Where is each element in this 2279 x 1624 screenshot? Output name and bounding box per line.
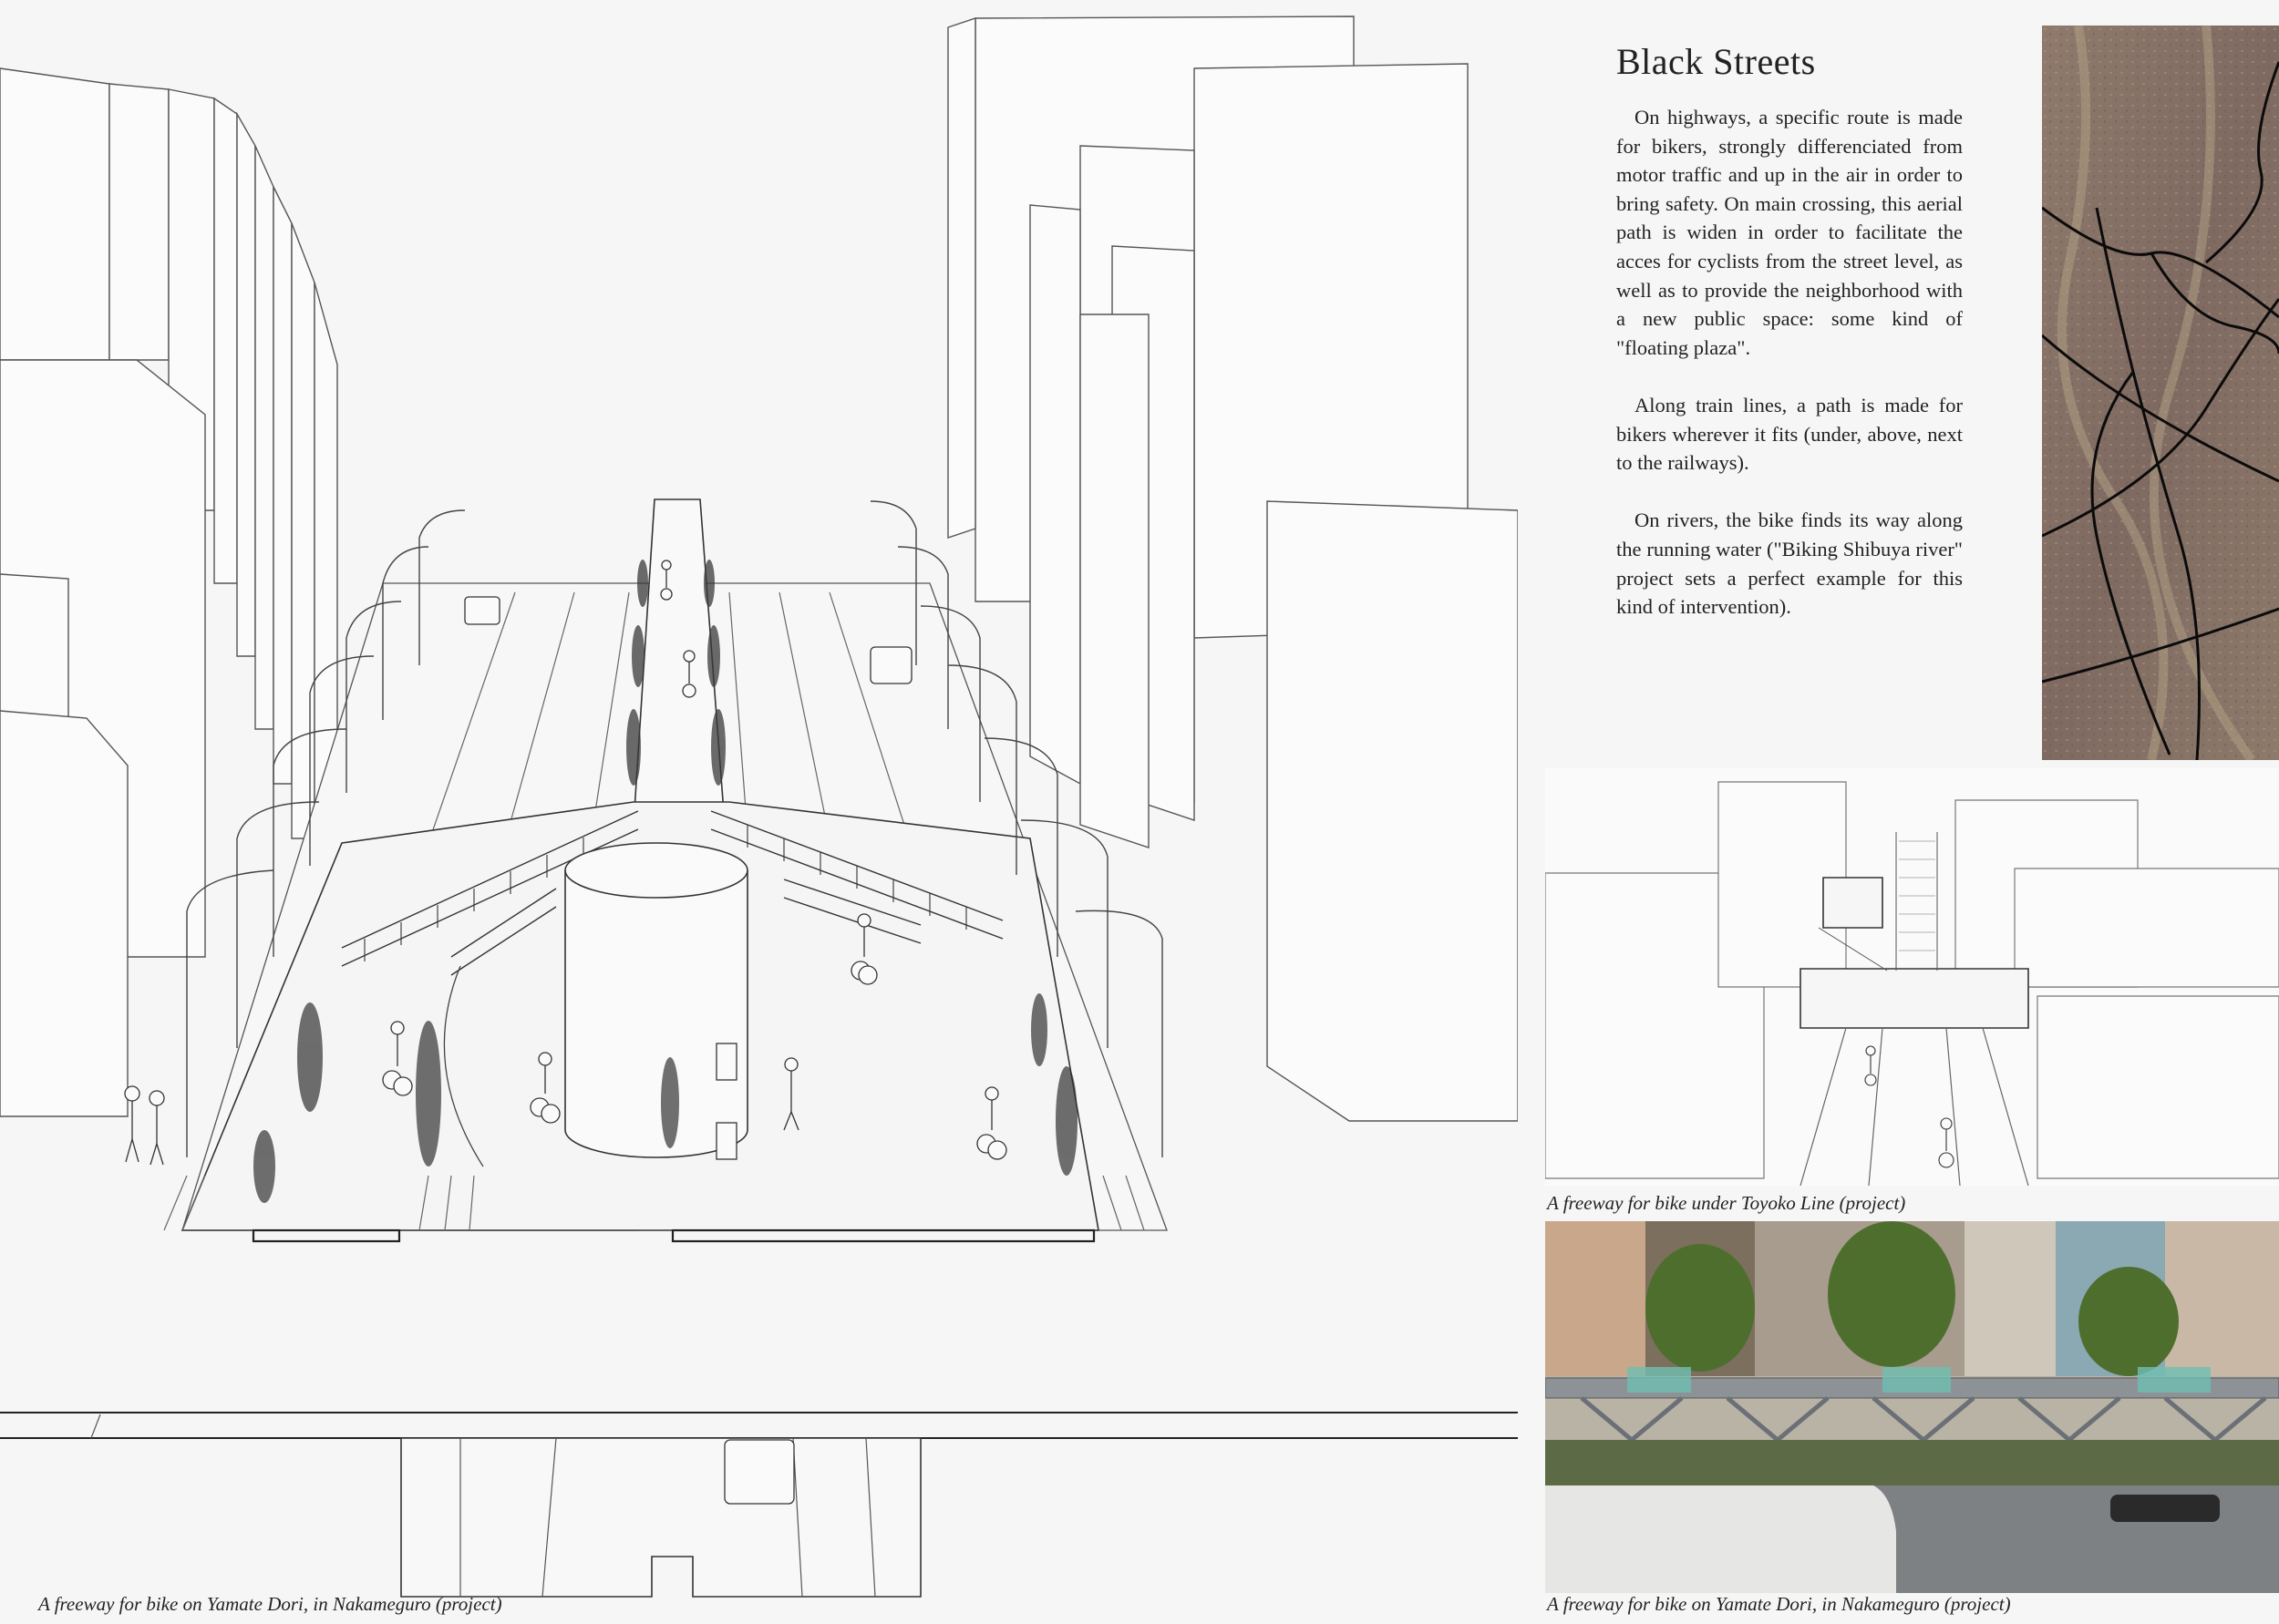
hedge [632, 625, 645, 687]
right-building-6 [1080, 314, 1149, 848]
deck-planter [1627, 1367, 1691, 1393]
hedge [416, 1021, 441, 1167]
left-building-2 [109, 84, 169, 360]
photo-caption: A freeway for bike on Yamate Dori, in Nakameguro (project) [1547, 1593, 2011, 1615]
hedge-row [1545, 1440, 2279, 1485]
railway-deck [1800, 969, 2028, 1028]
underpass-line [1800, 1028, 1846, 1186]
street-tree [1828, 1221, 1955, 1367]
left-building-8 [292, 223, 315, 838]
hedge [1056, 1066, 1078, 1176]
text-block [1616, 40, 1963, 678]
left-building-5 [237, 114, 255, 656]
hedge [626, 709, 641, 786]
plaza-edge [673, 1230, 1094, 1241]
left-building-12 [0, 711, 128, 1116]
car [465, 597, 500, 624]
toyoko-line-drawing [1545, 768, 2279, 1186]
cyclist [1865, 1046, 1876, 1085]
street-photo-montage [1545, 1221, 2279, 1593]
underpass-line [1983, 1028, 2028, 1186]
dark-car [2110, 1495, 2220, 1522]
main-drawing-caption: A freeway for bike on Yamate Dori, in Nakameguro (project) [38, 1593, 502, 1615]
hedge [637, 560, 648, 607]
crosswalk-stripe [164, 1176, 187, 1230]
hedge [1031, 993, 1047, 1066]
hedge [711, 709, 726, 786]
hedge [297, 1002, 323, 1112]
aerial-route-map-svg [2042, 26, 2279, 760]
apartment-building [2165, 1221, 2279, 1376]
pedestrian [125, 1086, 139, 1162]
pedestrian [150, 1091, 164, 1165]
apartment-building [1545, 1221, 1645, 1376]
toyoko-line-svg [1545, 768, 2279, 1186]
left-building-6 [255, 146, 273, 729]
hedge [253, 1130, 275, 1203]
deck-planter [2138, 1367, 2211, 1393]
left-building-4 [214, 98, 237, 583]
hedge [661, 1057, 679, 1148]
plaza-edge [253, 1230, 399, 1241]
central-cylinder [565, 843, 748, 1157]
paragraph-rivers: On rivers, the bike finds its way along the running water ("Biking Shibuya river" project sets a perfect example for this kind of intervention). [1616, 509, 1963, 619]
background-building [2015, 869, 2279, 987]
right-building-7 [1267, 501, 1518, 1121]
page-title: Black Streets [1616, 41, 1816, 82]
street-photo-svg [1545, 1221, 2279, 1593]
train [1823, 878, 1882, 928]
underpass-tunnel [401, 1438, 921, 1597]
street-tree [1645, 1244, 1755, 1372]
paragraph-train-lines: Along train lines, a path is made for bikers wherever it fits (under, above, next to the railways). [1616, 393, 1963, 475]
cyclist [1939, 1118, 1954, 1167]
right-building-4 [1030, 205, 1080, 784]
aerial-route-map [2042, 26, 2279, 760]
hedge [707, 625, 720, 687]
apartment-building [1964, 1221, 2056, 1376]
white-car [1545, 1485, 1896, 1593]
left-building-7 [273, 187, 292, 784]
paragraph-highways: On highways, a specific route is made for bikers, strongly differenciated from motor traffic and up in the air in order to bring safety. On main crossing, this aerial path is widen in order to facilitate the acces for cyclists from the street level, as well as to provide the neighborhood with a new public space: some kind of "floating plaza". [1616, 106, 1963, 359]
underpass-car [725, 1440, 794, 1504]
hedge [704, 560, 715, 607]
toyoko-caption: A freeway for bike under Toyoko Line (project) [1547, 1192, 1906, 1214]
street-tree [2078, 1267, 2179, 1376]
right-wall [2037, 996, 2279, 1178]
left-building-1 [0, 68, 109, 360]
road-mark [91, 1414, 100, 1438]
car [871, 647, 912, 684]
deck-planter [1882, 1367, 1951, 1393]
right-building-1-side [948, 18, 975, 538]
